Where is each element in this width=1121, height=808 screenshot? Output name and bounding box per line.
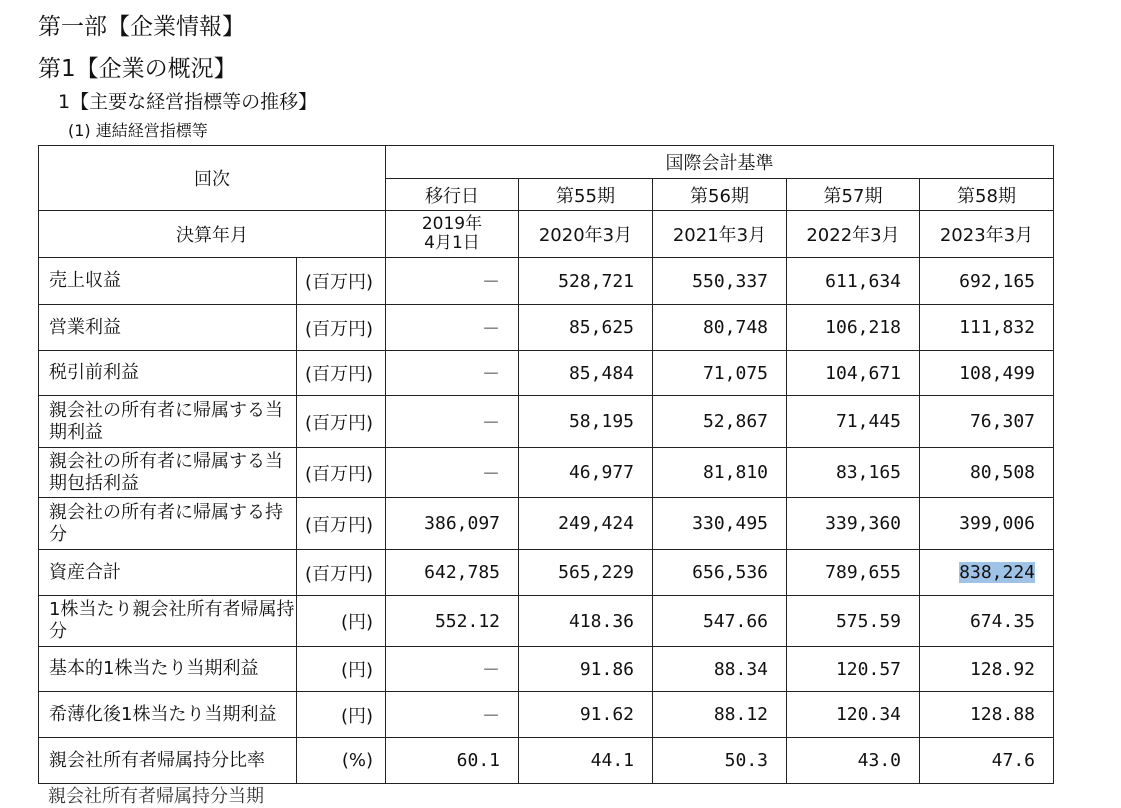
value-cell: 330,495 bbox=[653, 498, 787, 550]
value-cell: 46,977 bbox=[519, 448, 653, 498]
row-label: 売上収益 bbox=[39, 258, 297, 305]
value-cell: 83,165 bbox=[787, 448, 920, 498]
value-cell: 50.3 bbox=[653, 738, 787, 784]
value-cell: － bbox=[386, 258, 519, 305]
value-cell: 789,655 bbox=[787, 550, 920, 596]
value-cell: 85,484 bbox=[519, 351, 653, 396]
value-cell: 52,867 bbox=[653, 396, 787, 448]
part-heading: 第一部【企業情報】 bbox=[38, 14, 245, 40]
value-cell: 76,307 bbox=[920, 396, 1054, 448]
value-cell: 58,195 bbox=[519, 396, 653, 448]
date-cell: 2020年3月 bbox=[519, 211, 653, 258]
row-unit: (百万円) bbox=[297, 550, 386, 596]
chapter-heading: 第1【企業の概況】 bbox=[38, 56, 237, 82]
subsection-heading: (1) 連結経営指標等 bbox=[68, 121, 208, 140]
table-row bbox=[39, 351, 1054, 396]
value-cell: 128.88 bbox=[920, 692, 1054, 738]
value-cell: 106,218 bbox=[787, 305, 920, 351]
value-cell: 80,748 bbox=[653, 305, 787, 351]
value-cell: 128.92 bbox=[920, 647, 1054, 692]
row-label: 税引前利益 bbox=[39, 351, 297, 396]
value-cell: 43.0 bbox=[787, 738, 920, 784]
value-cell: － bbox=[386, 396, 519, 448]
value-cell: － bbox=[386, 692, 519, 738]
value-cell: 81,810 bbox=[653, 448, 787, 498]
row-label: 親会社の所有者に帰属する当期利益 bbox=[39, 396, 297, 448]
value-cell: 674.35 bbox=[920, 596, 1054, 647]
table-row bbox=[39, 596, 1054, 647]
value-cell: － bbox=[386, 448, 519, 498]
row-label: 基本的1株当たり当期利益 bbox=[39, 647, 297, 692]
row-label: 1株当たり親会社所有者帰属持分 bbox=[39, 596, 297, 647]
table-row bbox=[39, 550, 1054, 596]
table-row bbox=[39, 647, 1054, 692]
period-header: 移行日 bbox=[386, 179, 519, 211]
fiscal-header: 決算年月 bbox=[39, 211, 386, 258]
standard-header: 国際会計基準 bbox=[386, 146, 1054, 179]
row-unit: (百万円) bbox=[297, 396, 386, 448]
value-cell: 547.66 bbox=[653, 596, 787, 647]
row-label: 親会社の所有者に帰属する持分 bbox=[39, 498, 297, 550]
value-cell: 565,229 bbox=[519, 550, 653, 596]
date-cell: 2019年 4月1日 bbox=[386, 211, 519, 258]
row-unit: (百万円) bbox=[297, 258, 386, 305]
value-cell: 85,625 bbox=[519, 305, 653, 351]
row-label: 資産合計 bbox=[39, 550, 297, 596]
value-cell: 656,536 bbox=[653, 550, 787, 596]
value-cell bbox=[920, 550, 1054, 596]
row-label: 親会社所有者帰属持分比率 bbox=[39, 738, 297, 784]
row-unit: (百万円) bbox=[297, 305, 386, 351]
table-row bbox=[39, 498, 1054, 550]
value-cell: 71,445 bbox=[787, 396, 920, 448]
date-cell: 2022年3月 bbox=[787, 211, 920, 258]
period-header: 第58期 bbox=[920, 179, 1054, 211]
date-cell: 2023年3月 bbox=[920, 211, 1054, 258]
row-label: 営業利益 bbox=[39, 305, 297, 351]
row-label: 親会社の所有者に帰属する当期包括利益 bbox=[39, 448, 297, 498]
value-cell: 642,785 bbox=[386, 550, 519, 596]
value-cell: 386,097 bbox=[386, 498, 519, 550]
value-cell: 91.62 bbox=[519, 692, 653, 738]
value-cell: 91.86 bbox=[519, 647, 653, 692]
value-cell: 692,165 bbox=[920, 258, 1054, 305]
row-unit: (%) bbox=[297, 738, 386, 784]
date-cell: 2021年3月 bbox=[653, 211, 787, 258]
value-cell: 120.57 bbox=[787, 647, 920, 692]
period-header: 第57期 bbox=[787, 179, 920, 211]
value-cell: 528,721 bbox=[519, 258, 653, 305]
value-cell: － bbox=[386, 351, 519, 396]
value-cell: 418.36 bbox=[519, 596, 653, 647]
table-row bbox=[39, 258, 1054, 305]
round-header: 回次 bbox=[39, 146, 386, 211]
row-unit: (百万円) bbox=[297, 498, 386, 550]
value-cell: 575.59 bbox=[787, 596, 920, 647]
value-cell: 60.1 bbox=[386, 738, 519, 784]
value-cell: 88.12 bbox=[653, 692, 787, 738]
value-cell: 111,832 bbox=[920, 305, 1054, 351]
row-unit: (円) bbox=[297, 596, 386, 647]
value-cell: 108,499 bbox=[920, 351, 1054, 396]
value-cell: 399,006 bbox=[920, 498, 1054, 550]
financial-indicators-table bbox=[38, 145, 1054, 784]
row-unit: (百万円) bbox=[297, 351, 386, 396]
row-label: 希薄化後1株当たり当期利益 bbox=[39, 692, 297, 738]
value-cell: 47.6 bbox=[920, 738, 1054, 784]
value-cell: 88.34 bbox=[653, 647, 787, 692]
value-cell: 249,424 bbox=[519, 498, 653, 550]
highlighted-value: 838,224 bbox=[959, 562, 1035, 583]
table-row bbox=[39, 738, 1054, 784]
section-heading: 1【主要な経営指標等の推移】 bbox=[58, 91, 318, 113]
table-row bbox=[39, 692, 1054, 738]
table-row bbox=[39, 305, 1054, 351]
value-cell: － bbox=[386, 305, 519, 351]
period-header: 第55期 bbox=[519, 179, 653, 211]
value-cell: 44.1 bbox=[519, 738, 653, 784]
value-cell: 71,075 bbox=[653, 351, 787, 396]
value-cell: 120.34 bbox=[787, 692, 920, 738]
value-cell: 550,337 bbox=[653, 258, 787, 305]
value-cell: 611,634 bbox=[787, 258, 920, 305]
value-cell: － bbox=[386, 647, 519, 692]
period-header: 第56期 bbox=[653, 179, 787, 211]
row-unit: (百万円) bbox=[297, 448, 386, 498]
table-row bbox=[39, 448, 1054, 498]
row-unit: (円) bbox=[297, 647, 386, 692]
value-cell: 80,508 bbox=[920, 448, 1054, 498]
value-cell: 552.12 bbox=[386, 596, 519, 647]
row-unit: (円) bbox=[297, 692, 386, 738]
table-row bbox=[39, 396, 1054, 448]
value-cell: 339,360 bbox=[787, 498, 920, 550]
value-cell: 104,671 bbox=[787, 351, 920, 396]
truncated-row-label: 親会社所有者帰属持分当期 bbox=[48, 786, 264, 807]
